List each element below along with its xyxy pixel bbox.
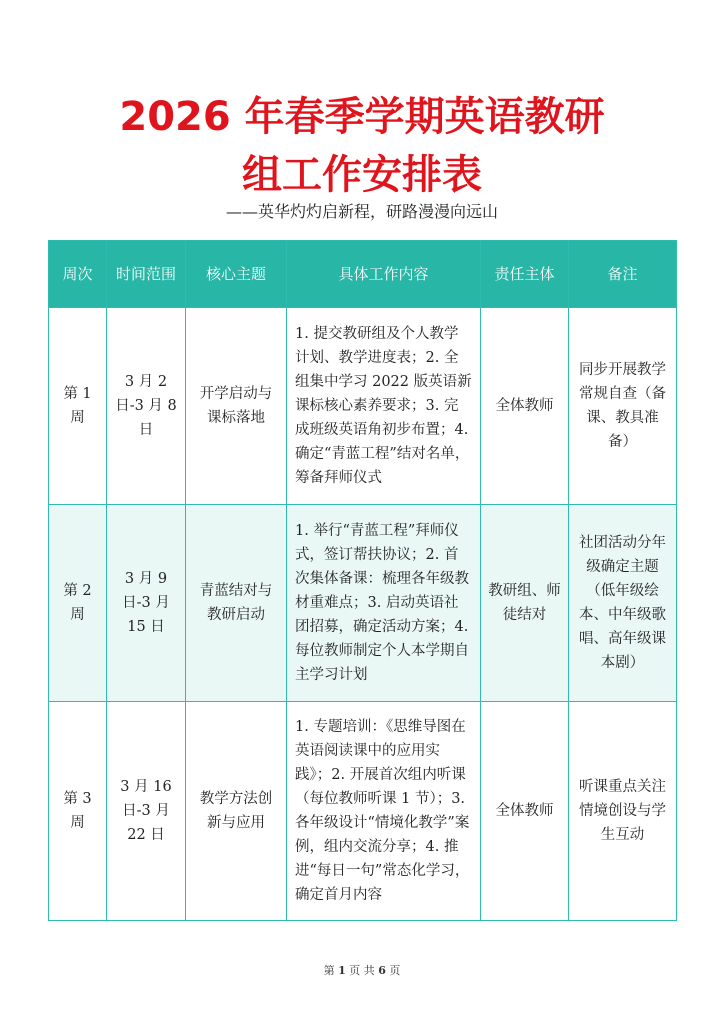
cell-note: 听课重点关注情境创设与学生互动 [569, 702, 677, 921]
table-row [49, 702, 677, 921]
header-content: 具体工作内容 [287, 241, 481, 308]
cell-content: 1. 提交教研组及个人教学计划、教学进度表；2. 全组集中学习 2022 版英语新课标核心素养要求；3. 完成班级英语角初步布置；4. 确定“青蓝工程”结对名单，筹备拜师仪式 [287, 308, 481, 505]
cell-owner: 全体教师 [481, 702, 569, 921]
cell-note: 社团活动分年级确定主题（低年级绘本、中年级歌唱、高年级课本剧） [569, 505, 677, 702]
header-note: 备注 [569, 241, 677, 308]
table-header-row [49, 241, 677, 308]
cell-time-range: 3 月 9 日-3 月 15 日 [107, 505, 186, 702]
cell-time-range: 3 月 2 日-3 月 8 日 [107, 308, 186, 505]
footer-prefix: 第 [323, 964, 335, 977]
title-line-1: 2026 年春季学期英语教研 [119, 94, 605, 140]
cell-owner: 教研组、师徒结对 [481, 505, 569, 702]
cell-time-range: 3 月 16 日-3 月 22 日 [107, 702, 186, 921]
page-subtitle: ——英华灼灼启新程，研路漫漫向远山 [225, 202, 498, 221]
schedule-table [48, 240, 677, 921]
cell-content: 1. 专题培训：《思维导图在英语阅读课中的应用实践》；2. 开展首次组内听课（每位教师听课 1 节）；3. 各年级设计“情境化教学”案例，组内交流分享；4. 推进“每日一句”常态化学习，确定首月内容 [287, 702, 481, 921]
footer-page-number: 1 [338, 964, 346, 977]
table-row [49, 308, 677, 505]
page-title [0, 88, 724, 204]
header-time-range: 时间范围 [107, 241, 186, 308]
table-row [49, 505, 677, 702]
cell-week: 第 2 周 [49, 505, 107, 702]
cell-theme: 开学启动与课标落地 [186, 308, 287, 505]
cell-week: 第 3 周 [49, 702, 107, 921]
page-footer [0, 962, 724, 978]
cell-content: 1. 举行“青蓝工程”拜师仪式，签订帮扶协议；2. 首次集体备课：梳理各年级教材重难点；3. 启动英语社团招募，确定活动方案；4. 每位教师制定个人本学期自主学习计划 [287, 505, 481, 702]
cell-theme: 教学方法创新与应用 [186, 702, 287, 921]
cell-week: 第 1 周 [49, 308, 107, 505]
header-theme: 核心主题 [186, 241, 287, 308]
footer-suffix: 页 [389, 964, 401, 977]
footer-total-pages: 6 [378, 964, 386, 977]
title-line-2: 组工作安排表 [242, 152, 482, 198]
header-week: 周次 [49, 241, 107, 308]
cell-theme: 青蓝结对与教研启动 [186, 505, 287, 702]
footer-middle: 页 共 [349, 964, 375, 977]
cell-note: 同步开展教学常规自查（备课、教具准备） [569, 308, 677, 505]
header-owner: 责任主体 [481, 241, 569, 308]
cell-owner: 全体教师 [481, 308, 569, 505]
